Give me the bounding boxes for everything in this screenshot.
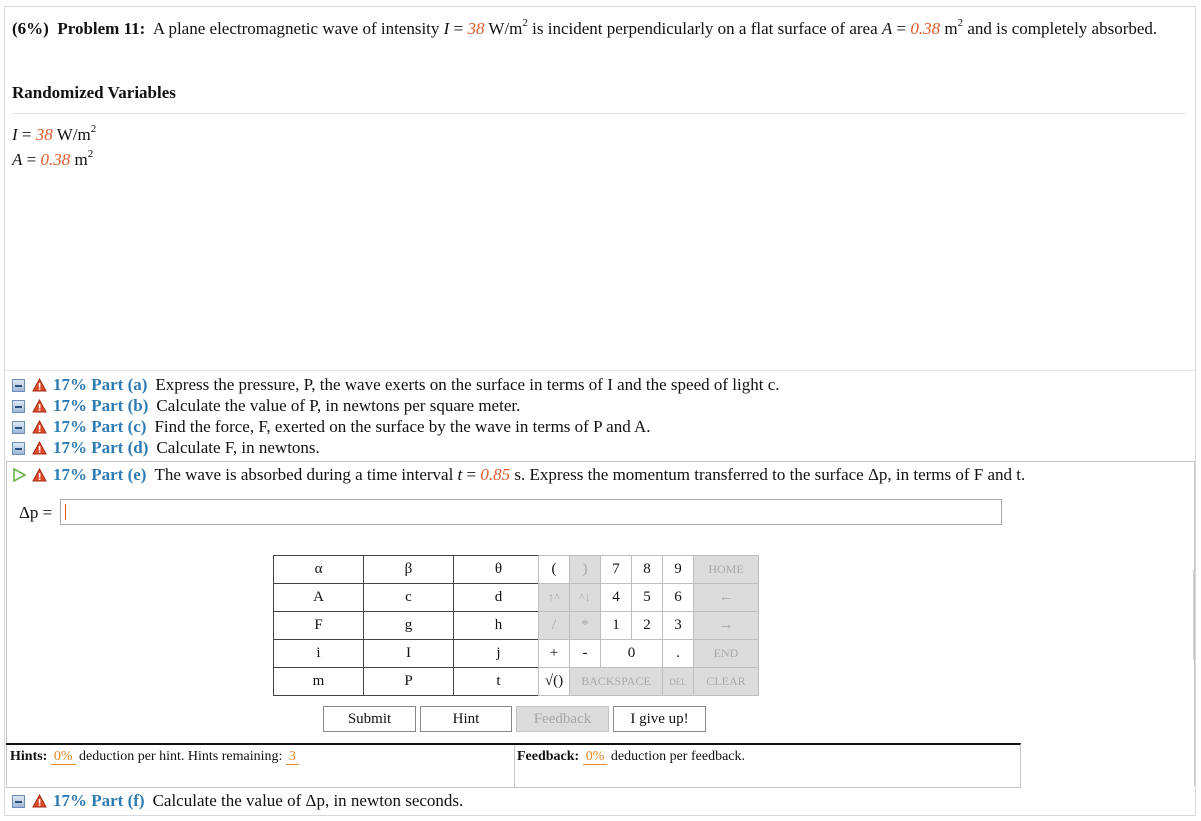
answer-label: Δp = <box>19 503 53 522</box>
part-e-row: 17% Part (e) The wave is absorbed during a time interval t = 0.85 s. Express the momentum transferred to the surface Δp, in terms of F and t. <box>12 465 1025 485</box>
key-left-arrow[interactable]: ← <box>694 584 759 612</box>
intensity-unit: W/m <box>488 19 523 38</box>
feedback-text: deduction per feedback. <box>610 749 745 764</box>
area-value: 0.38 <box>910 19 941 38</box>
part-text: Find the force, F, exerted on the surface by the wave in terms of P and A. <box>154 417 651 436</box>
part-text-1: The wave is absorbed during a time interval <box>154 465 454 484</box>
problem-text-3: and is completely absorbed. <box>967 19 1158 38</box>
key-plus[interactable]: + <box>539 640 570 668</box>
key-minus[interactable]: - <box>570 640 601 668</box>
play-icon <box>12 468 26 482</box>
key-m[interactable]: m <box>274 668 364 696</box>
key-2[interactable]: 2 <box>632 612 663 640</box>
part-text: Calculate the value of Δp, in newton seconds. <box>152 791 464 810</box>
key-clear[interactable]: CLEAR <box>694 668 759 696</box>
feedback-percent: 0% <box>583 749 608 765</box>
key-h[interactable]: h <box>454 612 544 640</box>
key-3[interactable]: 3 <box>663 612 694 640</box>
key-9[interactable]: 9 <box>663 556 694 584</box>
problem-text-2: is incident perpendicularly on a flat surface of area <box>532 19 878 38</box>
text-caret <box>65 504 66 520</box>
part-text-2: s. Express the momentum transferred to the surface Δp, in terms of F and t. <box>514 465 1026 484</box>
key-del[interactable]: DEL <box>663 668 694 696</box>
key-right-arrow[interactable]: → <box>694 612 759 640</box>
random-var-area: A = 0.38 $m^2$ <box>12 148 94 169</box>
var-value: 0.38 <box>40 150 71 169</box>
time-value: 0.85 <box>480 465 511 484</box>
collapse-icon[interactable] <box>12 795 25 808</box>
part-percent: 17% Part (d) <box>53 438 149 457</box>
key-I[interactable]: I <box>364 640 454 668</box>
hint-button[interactable]: Hint <box>420 706 512 732</box>
key-sqrt[interactable]: √() <box>539 668 570 696</box>
problem-weight: (6%) <box>12 19 49 38</box>
key-A[interactable]: A <box>274 584 364 612</box>
key-5[interactable]: 5 <box>632 584 663 612</box>
warning-icon <box>32 378 47 392</box>
part-c-row[interactable] <box>12 417 651 437</box>
key-7[interactable]: 7 <box>601 556 632 584</box>
divider <box>5 370 1195 371</box>
part-a-row[interactable] <box>12 375 780 395</box>
hints-percent: 0% <box>51 749 76 765</box>
key-superscript-up[interactable]: ↑^ <box>539 584 570 612</box>
key-0[interactable]: 0 <box>601 640 663 668</box>
scroll-edge <box>1193 570 1194 660</box>
area-symbol: A <box>881 19 893 38</box>
time-symbol: t <box>457 465 463 484</box>
area-unit: m <box>944 19 958 38</box>
problem-statement <box>12 18 1182 40</box>
divider <box>514 745 515 788</box>
key-close-paren[interactable]: ) <box>570 556 601 584</box>
key-end[interactable]: END <box>694 640 759 668</box>
part-percent: 17% Part (c) <box>53 417 147 436</box>
part-percent: 17% Part (a) <box>53 375 148 394</box>
collapse-icon[interactable] <box>12 400 25 413</box>
hints-text: deduction per hint. Hints remaining: <box>79 749 283 764</box>
exponent: 2 <box>522 17 528 30</box>
key-g[interactable]: g <box>364 612 454 640</box>
hint-feedback-bar <box>6 743 1021 788</box>
key-8[interactable]: 8 <box>632 556 663 584</box>
key-c[interactable]: c <box>364 584 454 612</box>
collapse-icon[interactable] <box>12 379 25 392</box>
problem-label: Problem 11: <box>57 19 146 38</box>
key-1[interactable]: 1 <box>601 612 632 640</box>
key-superscript-down[interactable]: ^↓ <box>570 584 601 612</box>
key-6[interactable]: 6 <box>663 584 694 612</box>
collapse-icon[interactable] <box>12 442 25 455</box>
give-up-button[interactable]: I give up! <box>613 706 706 732</box>
feedback-info <box>517 749 745 765</box>
answer-input[interactable] <box>60 499 1002 525</box>
key-open-paren[interactable]: ( <box>539 556 570 584</box>
key-divide[interactable]: / <box>539 612 570 640</box>
key-backspace[interactable]: BACKSPACE <box>570 668 663 696</box>
warning-icon <box>32 794 47 808</box>
key-multiply[interactable]: * <box>570 612 601 640</box>
hints-info <box>10 749 299 765</box>
feedback-button[interactable]: Feedback <box>516 706 609 732</box>
intensity-symbol: I <box>443 19 450 38</box>
problem-text-1: A plane electromagnetic wave of intensity <box>152 19 440 38</box>
key-F[interactable]: F <box>274 612 364 640</box>
part-text: Calculate the value of P, in newtons per square meter. <box>156 396 521 415</box>
part-d-row[interactable] <box>12 438 320 458</box>
warning-icon <box>32 441 47 455</box>
part-percent: 17% Part (b) <box>53 396 149 415</box>
key-beta[interactable]: β <box>364 556 454 584</box>
part-text: Calculate F, in newtons. <box>156 438 320 457</box>
warning-icon <box>32 399 47 413</box>
equals-sign: = <box>453 19 464 38</box>
warning-icon <box>32 468 47 482</box>
collapse-icon[interactable] <box>12 421 25 434</box>
key-i[interactable]: i <box>274 640 364 668</box>
part-f-row[interactable] <box>12 791 463 811</box>
equals-sign: = <box>896 19 907 38</box>
warning-icon <box>32 420 47 434</box>
hints-remaining: 3 <box>286 749 299 765</box>
key-alpha[interactable]: α <box>274 556 364 584</box>
exponent: 2 <box>957 17 964 30</box>
divider <box>12 113 1185 114</box>
submit-button[interactable]: Submit <box>323 706 416 732</box>
number-keypad <box>538 555 759 696</box>
var-exponent: 2 <box>87 148 94 161</box>
var-exponent: 2 <box>90 123 97 136</box>
var-unit: W/m <box>56 125 91 144</box>
random-var-intensity: I = 38 $W/m^2$ <box>12 123 97 144</box>
key-j[interactable]: j <box>454 640 544 668</box>
var-symbol: A <box>12 150 23 169</box>
key-theta[interactable]: θ <box>454 556 544 584</box>
feedback-label: Feedback: <box>517 749 580 764</box>
part-b-row[interactable] <box>12 396 520 416</box>
key-t[interactable]: t <box>454 668 544 696</box>
key-d[interactable]: d <box>454 584 544 612</box>
var-unit: m <box>74 150 88 169</box>
randomized-variables-heading: Randomized Variables <box>12 83 176 102</box>
key-P[interactable]: P <box>364 668 454 696</box>
key-decimal[interactable]: . <box>663 640 694 668</box>
key-home[interactable]: HOME <box>694 556 759 584</box>
var-value: 38 <box>35 125 53 144</box>
var-symbol: I <box>12 125 18 144</box>
part-percent: 17% Part (e) <box>53 465 147 484</box>
part-percent: 17% Part (f) <box>53 791 145 810</box>
symbol-keypad <box>273 555 544 696</box>
intensity-value: 38 <box>467 19 485 38</box>
key-4[interactable]: 4 <box>601 584 632 612</box>
part-text: Express the pressure, P, the wave exerts on the surface in terms of I and the speed of light c. <box>155 375 780 394</box>
hints-label: Hints: <box>10 749 48 764</box>
